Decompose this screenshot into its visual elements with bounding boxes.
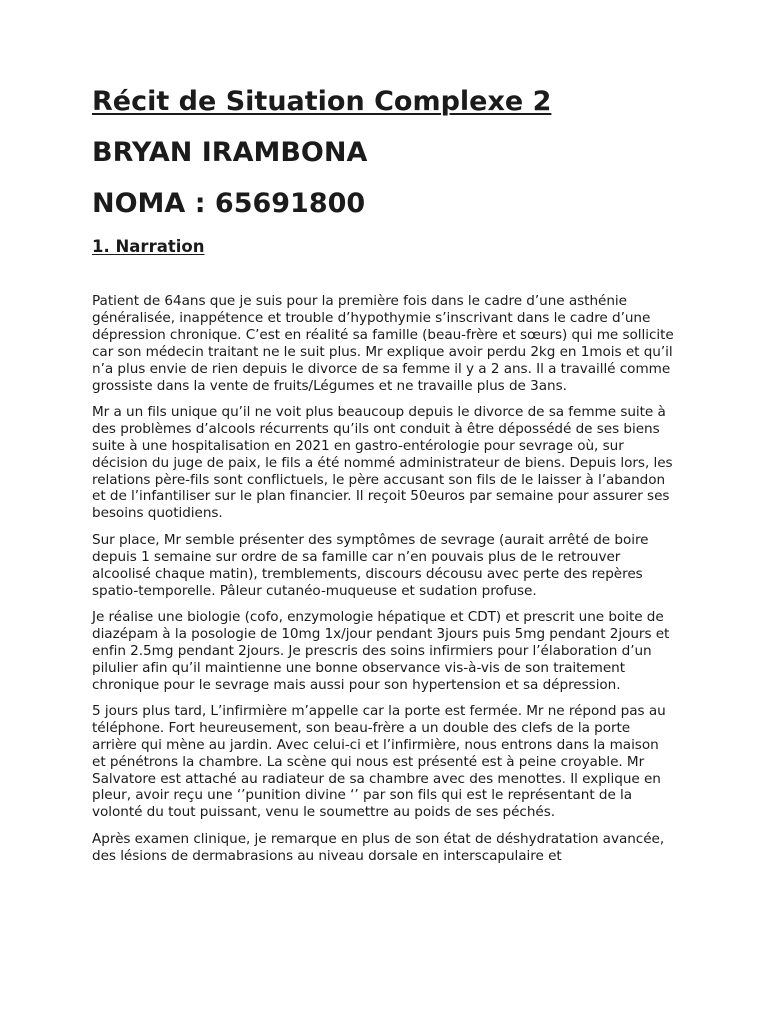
author-name: BRYAN IRAMBONA [92,137,368,168]
document-page [92,84,676,865]
document-title: Récit de Situation Complexe 2 [92,86,552,117]
section-heading-narration: 1. Narration [92,237,205,256]
paragraph: Sur place, Mr semble présenter des symptômes de sevrage (aurait arrêté de boire depuis 1 semaine sur ordre de sa famille car n’en pouvais plus de le retrouver alcoolisé chaque matin), tremblements, discours décousu avec perte des repères spatio-temporelle. Pâleur cutanéo-muqueuse et sudation profuse. [92,531,649,599]
paragraph: Je réalise une biologie (cofo, enzymologie hépatique et CDT) et prescrit une boite de diazépam à la posologie de 10mg 1x/jour pendant 3jours puis 5mg pendant 2jours et enfin 2.5mg pendant 2jours. Je prescris des soins infirmiers pour l’élaboration d’un pilulier afin qu’il maintienne une bonne observance vis-à-vis de son traitement chronique pour le sevrage mais aussi pour son hypertension et sa dépression. [92,608,670,693]
student-id: NOMA : 65691800 [92,188,366,219]
paragraph: 5 jours plus tard, L’infirmière m’appelle car la porte est fermée. Mr ne répond pas au téléphone. Fort heureusement, son beau-frère a un double des clefs de la porte arrière qui mène au jardin. Avec celui-ci et l’infirmière, nous entrons dans la maison et pénétrons la chambre. La scène qui nous est présenté est à peine croyable. Mr Salvatore est attaché au radiateur de sa chambre avec des menottes. Il explique en pleur, avoir reçu une ‘’punition divine ‘’ par son fils qui est le représentant de la volonté du tout puissant, venu le soumettre au poids de ses péchés. [92,702,666,821]
paragraph: Patient de 64ans que je suis pour la première fois dans le cadre d’une asthénie généralisée, inappétence et trouble d’hypothymie s’inscrivant dans le cadre d’une dépression chronique. C’est en réalité sa famille (beau-frère et sœurs) qui me sollicite car son médecin traitant ne le suit plus. Mr explique avoir perdu 2kg en 1mois et qu’il n’a plus envie de rien depuis le divorce de sa femme il y a 2 ans. Il a travaillé comme grossiste dans la vente de fruits/Légumes et ne travaille plus de 3ans. [92,293,674,394]
narration-body [92,293,676,865]
paragraph: Après examen clinique, je remarque en plus de son état de déshydratation avancée, des lésions de dermabrasions au niveau dorsale en interscapulaire et [92,830,665,864]
paragraph: Mr a un fils unique qu’il ne voit plus beaucoup depuis le divorce de sa femme suite à des problèmes d’alcools récurrents qu’ils ont conduit à être dépossédé de ses biens suite à une hospitalisation en 2021 en gastro-entérologie pour sevrage où, sur décision du juge de paix, le fils a été nommé administrateur de biens. Depuis lors, les relations père-fils sont conflictuels, le père accusant son fils de le laisser à l’abandon et de l’infantiliser sur le plan financier. Il reçoit 50euros par semaine pour assurer ses besoins quotidiens. [92,403,673,522]
